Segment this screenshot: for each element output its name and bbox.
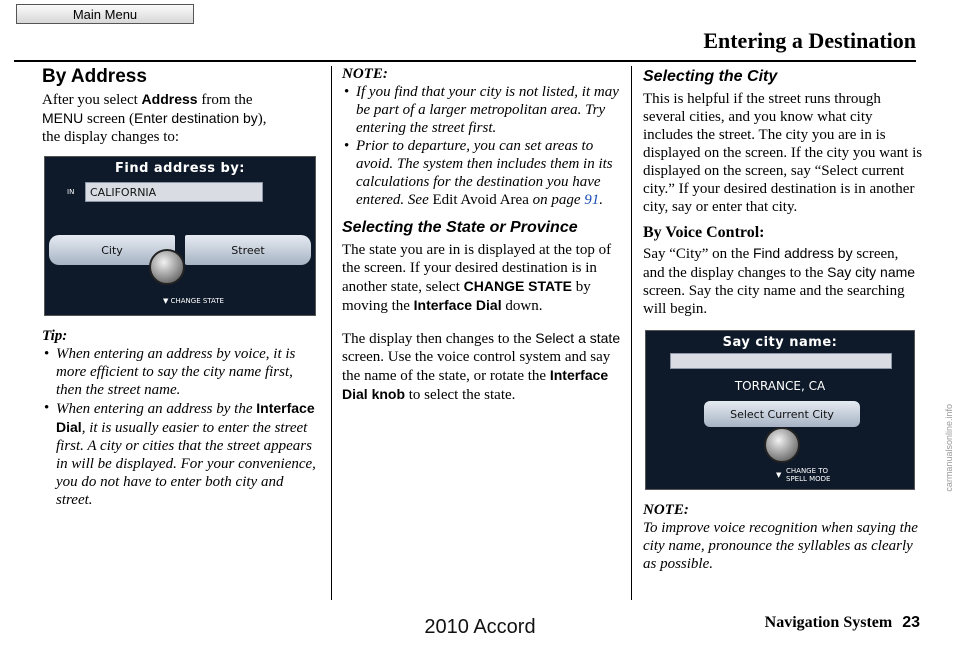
ui-term: Interface Dial: [56, 400, 315, 435]
say-city-name-screen: [645, 330, 915, 490]
ui-term: Address: [141, 91, 198, 107]
text: Prior to departure, you can set areas to avoid. The system then includes them in its calculations for the destination you have entered. See: [356, 138, 613, 208]
text: screen. Use the voice control system and say the name of the state, or rotate the: [342, 349, 611, 384]
text: screen (: [83, 111, 135, 127]
page-title: Entering a Destination: [703, 28, 916, 53]
reference: Edit Avoid Area: [432, 192, 529, 208]
ui-term: Find address by: [752, 245, 853, 261]
paragraph: [342, 329, 624, 404]
page-link[interactable]: 91: [584, 192, 600, 208]
note-label: NOTE:: [643, 502, 689, 518]
column-state: [342, 66, 624, 404]
text: to select the state.: [405, 387, 516, 403]
text: Say “City” on the: [643, 246, 753, 262]
text: When entering an address by the: [56, 401, 257, 417]
text: down.: [501, 298, 543, 314]
column-divider: [631, 66, 632, 600]
watermark: carmanualsonline.info: [944, 404, 954, 492]
spell-line: SPELL MODE: [786, 475, 831, 483]
note-label: NOTE:: [342, 66, 388, 82]
text: The state you are in is displayed at the top of the screen. If your desired destination is in another state, select: [342, 242, 612, 295]
interface-dial-icon: [149, 249, 185, 285]
tip-label: Tip:: [42, 328, 68, 344]
tip-list: [42, 345, 322, 509]
page-number: 23: [902, 614, 920, 631]
ui-term: Say city name: [827, 264, 916, 280]
intro-paragraph: [42, 90, 322, 146]
ui-term: CHANGE STATE: [463, 278, 572, 294]
ui-term: Interface Dial: [413, 297, 502, 313]
text: from the: [197, 92, 253, 108]
text: screen, and the display changes to the: [643, 246, 899, 281]
section-heading: Selecting the City: [643, 68, 778, 85]
ui-term: Select a state: [535, 330, 621, 346]
model-name: 2010 Accord: [424, 616, 536, 638]
main-menu-button[interactable]: Main Menu: [16, 4, 194, 24]
change-to-spell-mode[interactable]: [776, 467, 830, 483]
column-city: [643, 66, 923, 573]
list-item: [342, 137, 624, 209]
paragraph: [643, 244, 923, 318]
state-field[interactable]: CALIFORNIA: [85, 182, 263, 202]
city-input[interactable]: [670, 353, 892, 369]
note-paragraph: To improve voice recognition when saying the city name, pronounce the syllables as clearly as possible.: [643, 520, 918, 572]
text: The display then changes to the: [342, 331, 536, 347]
screen-title: Say city name:: [722, 335, 838, 350]
interface-dial-icon: [764, 427, 800, 463]
screen-title: Find address by:: [114, 161, 245, 176]
change-state-label[interactable]: ▼ CHANGE STATE: [163, 297, 224, 305]
section-heading: By Address: [42, 66, 147, 87]
city-button[interactable]: City: [49, 235, 175, 265]
column-by-address: [42, 66, 322, 509]
section-heading: Selecting the State or Province: [342, 219, 578, 236]
list-item: [42, 399, 322, 509]
sub-heading: By Voice Control:: [643, 224, 765, 241]
spell-line: CHANGE TO: [786, 467, 829, 475]
paragraph: [342, 241, 624, 315]
text: by moving the: [342, 279, 591, 314]
column-divider: [331, 66, 332, 600]
list-item: • When entering an address by voice, it is more efficient to say the city name first, then the street name.: [42, 345, 322, 399]
change-state-text: CHANGE STATE: [170, 297, 224, 305]
current-city: TORRANCE, CA: [734, 379, 826, 393]
paragraph: This is helpful if the street runs through several cities, and you know what city includes the street. The city you are in is displayed on the screen. If the city you want is displayed on the screen, say “Select current city.” If your desired destination is in another city, say or enter that city.: [643, 91, 923, 215]
down-arrow-icon: ▼: [776, 471, 782, 479]
text: screen. Say the city name and the searching will begin.: [643, 283, 905, 317]
header-divider: [14, 60, 916, 62]
in-label: IN: [67, 188, 75, 196]
list-item: • If you find that your city is not listed, it may be part of a larger metropolitan area. Try entering the street first.: [342, 83, 624, 137]
ui-term: Enter destination by: [134, 110, 258, 126]
note-list: [342, 83, 624, 209]
text: .: [599, 192, 604, 208]
text: ),: [257, 111, 267, 127]
ui-term: Interface Dial knob: [342, 367, 609, 402]
text: on page: [528, 192, 585, 208]
text: , it is usually easier to enter the street first. A city or cities that the street appears in will be displayed. For your convenience, you do not have to enter both city and street.: [56, 420, 316, 508]
street-button[interactable]: Street: [185, 235, 311, 265]
text: After you select: [42, 92, 142, 108]
ui-term: MENU: [42, 110, 84, 126]
footer-label: Navigation System: [764, 614, 893, 631]
text: the display changes to:: [42, 129, 180, 145]
select-current-city-button[interactable]: Select Current City: [704, 401, 860, 427]
find-address-screen: [44, 156, 316, 316]
